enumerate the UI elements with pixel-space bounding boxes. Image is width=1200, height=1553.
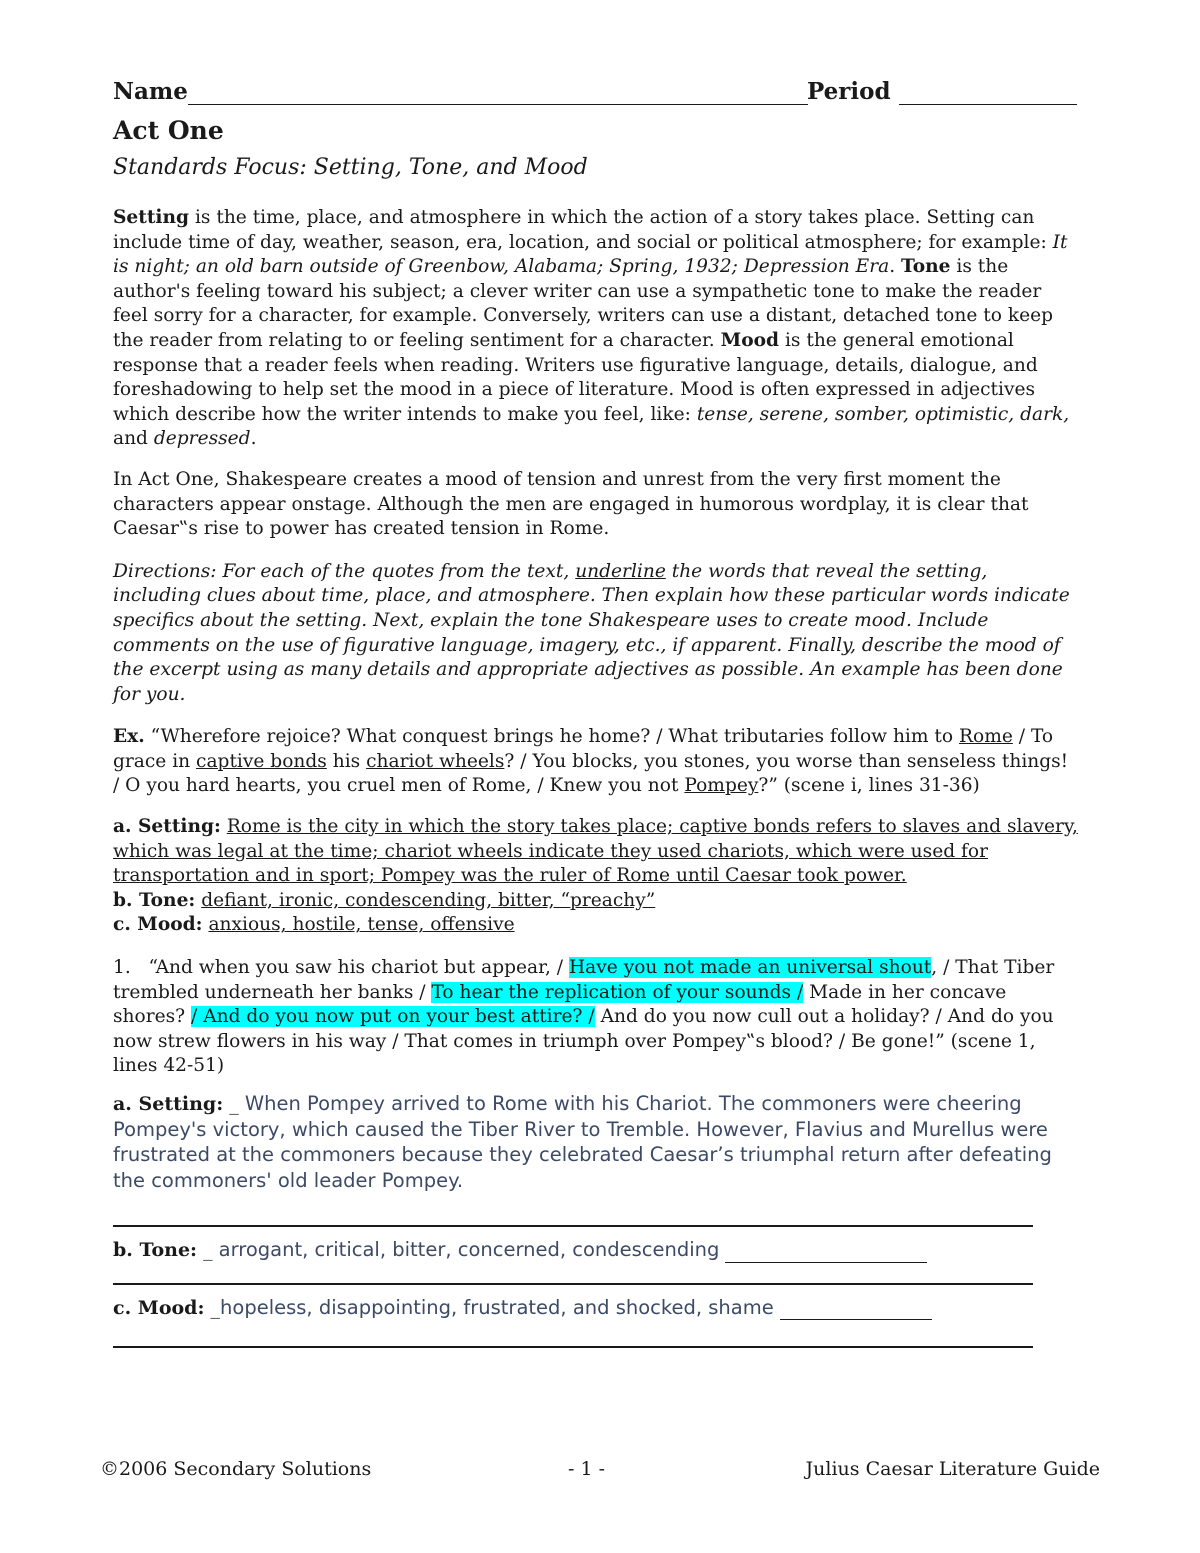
header-row — [113, 78, 1078, 110]
highlight-2: To hear the replication of your sounds / — [431, 981, 804, 1003]
footer-page-number: - 1 - — [568, 1458, 606, 1480]
tone-response[interactable]: arrogant, critical, bitter, concerned, condescending — [218, 1238, 720, 1261]
question-1-setting: a. Setting: _ When Pompey arrived to Rome with his Chariot. The commoners were cheering Pompey's victory, which caused the Tiber River to Tremble. However, Flavius and Murellus were frustrated at the commoners because they celebrated Caesar’s triumphal return after defeating the commoners' old leader Pompey. — [113, 1092, 1052, 1192]
tone-term: Tone — [901, 256, 951, 278]
question-1-mood: c. Mood: _hopeless, disappointing, frustrated, and shocked, shame — [113, 1295, 1078, 1321]
example-mood: c. Mood: anxious, hostile, tense, offensive — [113, 914, 515, 936]
page-subtitle: Standards Focus: Setting, Tone, and Mood — [113, 155, 588, 180]
example-setting: a. Setting: Rome is the city in which the story takes place; captive bonds refers to slaves and slavery, which was legal at the time; chariot wheels indicate they used chariots, which were used for transportation and in sport; Pompey was the ruler of Rome until Caesar took power. — [113, 816, 1078, 887]
example-label: Ex. — [113, 726, 145, 748]
example-tone-answer: defiant, ironic, condescending, bitter, “preachy” — [201, 889, 656, 911]
example-quote: Ex. “Wherefore rejoice? What conquest brings he home? / What tributaries follow him to Rome / To grace in captive bonds his chariot wheels? / You blocks, you stones, you worse than senseless things! / O you hard hearts, you cruel men of Rome, / Knew you not Pompey?” (scene i, lines 31-36) — [113, 726, 1069, 797]
question-1-quote: 1. “And when you saw his chariot but appear, / Have you not made an universal shout, / That Tiber trembled underneath her banks / To hear the replication of your sounds / Made in her concave shores? / And do you now put on your best attire? / And do you now cull out a holiday? / And do you now strew flowers in his way / That comes in triumph over Pompey‟s blood? / Be gone!” (scene 1, lines 42-51) — [113, 957, 1055, 1077]
mood-response[interactable]: hopeless, disappointing, frustrated, and shocked, shame — [220, 1295, 774, 1319]
footer-guide-title: Julius Caesar Literature Guide — [805, 1458, 1100, 1480]
mood-examples: tense, serene, somber, optimistic, dark, — [696, 403, 1070, 425]
footer-copyright: ©2006 Secondary Solutions — [100, 1458, 372, 1480]
example-tone: b. Tone: defiant, ironic, condescending, bitter, “preachy” — [113, 889, 656, 911]
answer-line[interactable] — [113, 1283, 1033, 1285]
tone-blank-line[interactable] — [725, 1244, 927, 1263]
name-blank-line[interactable] — [188, 82, 808, 105]
highlight-1: Have you not made an universal shout — [568, 957, 932, 979]
question-number: 1. — [113, 957, 131, 979]
question-1-tone: b. Tone: _ arrogant, critical, bitter, concerned, condescending — [113, 1237, 1078, 1263]
page-title: Act One — [113, 116, 224, 145]
setting-response[interactable]: When Pompey arrived to Rome with his Chariot. The commoners were cheering Pompey's victory, which caused the Tiber River to Tremble. However, Flavius and Murellus were frustrated at the commoners because they celebrated Caesar’s triumphal return after defeating the commoners' old leader Pompey. — [113, 1092, 1052, 1192]
answer-line[interactable] — [113, 1225, 1033, 1227]
example-setting-answer: Rome is the city in which the story takes place; captive bonds refers to slaves and slavery, which was legal at the time; chariot wheels indicate they used chariots, which were used for transportation and in sport; Pompey was the ruler of Rome until Caesar took power. — [113, 816, 1078, 887]
mood-term: Mood — [720, 329, 780, 351]
act-one-summary: In Act One, Shakespeare creates a mood of tension and unrest from the very first moment the characters appear onstage. Although the men are engaged in humorous wordplay, it is clear that Caesar‟s rise to power has created tension in Rome. — [113, 468, 1029, 540]
answer-line[interactable] — [113, 1346, 1033, 1348]
directions-paragraph: Directions: For each of the quotes from the text, underline the words that reveal the setting, including clues about time, place, and atmosphere. Then explain how these particular words indicate specifics about the setting. Next, explain the tone Shakespeare uses to create mood. Include comments on the use of figurative language, imagery, etc., if apparent. Finally, describe the mood of the excerpt using as many details and appropriate adjectives as possible. An example has been done for you. — [113, 560, 1070, 705]
name-label: Name — [113, 78, 188, 105]
setting-term: Setting — [113, 207, 190, 228]
example-mood-answer: anxious, hostile, tense, offensive — [208, 914, 515, 936]
intro-paragraph: Setting is the time, place, and atmosphere in which the action of a story takes place. Setting can include time of day, weather, season, era, location, and social or political atmosphere; for example: It is night; an old barn outside of Greenbow, Alabama; Spring, 1932; Depression Era. Tone is the author's feeling toward his subject; a clever writer can use a sympathetic tone to make the reader feel sorry for a character, for example. Conversely, writers can use a distant, detached tone to keep the reader from relating to or feeling sentiment for a character. Mood is the general emotional response that a reader feels when reading. Writers use figurative language, details, dialogue, and foreshadowing to help set the mood in a piece of literature. Mood is often expressed in adjectives which describe how the writer intends to make you feel, like: tense, serene, somber, optimistic, dark, and depressed. — [113, 207, 1070, 450]
highlight-3: / And do you now put on your best attire? / — [191, 1006, 595, 1028]
worksheet-page — [113, 78, 1078, 1348]
period-blank-line[interactable] — [899, 82, 1077, 105]
mood-blank-line[interactable] — [780, 1301, 932, 1320]
setting-example: It is night; an old barn outside of Greenbow, Alabama; Spring, 1932; Depression Era — [113, 231, 1068, 278]
period-label: Period — [807, 78, 891, 105]
